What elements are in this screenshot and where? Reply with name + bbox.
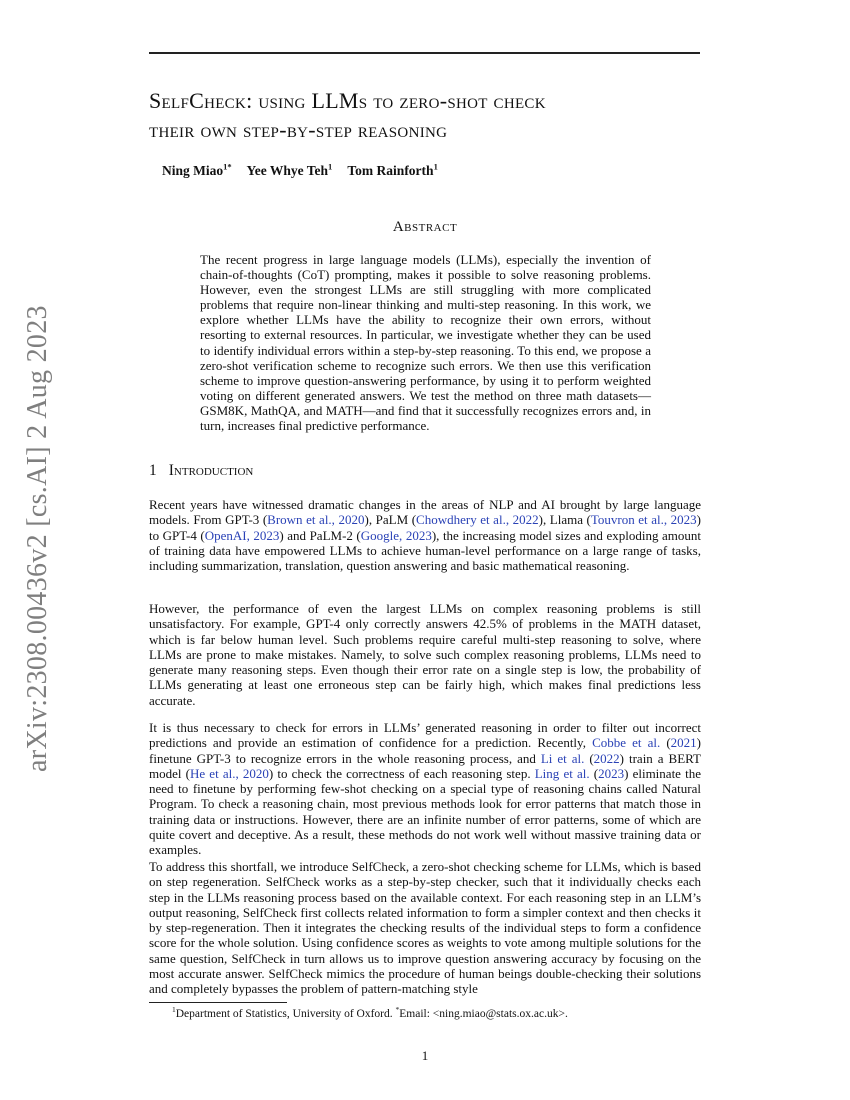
title-line-1: SelfCheck: using LLMs to zero-shot check: [149, 88, 546, 113]
intro-paragraph-4: To address this shortfall, we introduce SelfCheck, a zero-shot checking scheme for LLMs, which is based on step regeneration. SelfCheck works as a step-by-step checker, such that it individually checks each step in the LLMs reasoning process based on the available context. For each reasoning step in an LLM’s output reasoning, SelfCheck first collects related information to form a simpler context and then checks it by step-regeneration. Then it integrates the checking results of the individual steps to form a confidence score for the whole solution. Using confidence scores as weights to vote among multiple solutions for the same question, SelfCheck in turn allows us to improve question answering accuracy by focusing on the most accurate answer. SelfCheck mimics the procedure of human beings double-checking their solutions and completely bypasses the problem of pattern-matching style: [149, 859, 701, 997]
citation-link[interactable]: Chowdhery et al., 2022: [416, 512, 539, 528]
section-number: 1: [149, 462, 157, 479]
author-list: [162, 161, 450, 179]
intro-paragraph-3: It is thus necessary to check for errors in LLMs’ generated reasoning in order to filter out incorrect predictions and provide an estimation of confidence for a prediction. Recently, Cobbe et al. (2021) finetune GPT-3 to recognize errors in the whole reasoning process, and Li et al. (2022) train a BERT model (He et al., 2020) to check the correctness of each reasoning step. Ling et al. (2023) eliminate the need to finetune by performing few-shot checking on a special type of reasoning chains called Natural Program. To check a reasoning chain, most previous methods look for error patterns that match those in training data or instructions. However, there are an infinite number of error patterns, some of which are quite covert and deceptive. As a result, these methods do not work well without massive training data or examples.: [149, 720, 701, 858]
citation-link[interactable]: Ling et al.: [534, 765, 590, 781]
intro-paragraph-1: Recent years have witnessed dramatic changes in the areas of NLP and AI brought by large language models. From GPT-3 (Brown et al., 2020), PaLM (Chowdhery et al., 2022), Llama (Touvron et al., 2023) to GPT-4 (OpenAI, 2023) and PaLM-2 (Google, 2023), the increasing model sizes and exploding amount of training data have empowered LLMs to achieve human-level performance on a large range of tasks, including summarization, translation, question answering and basic mathematical reasoning.: [149, 497, 701, 574]
citation-link[interactable]: Brown et al., 2020: [267, 512, 365, 528]
section-title: Introduction: [168, 462, 254, 479]
author: Yee Whye Teh$^1$: [246, 161, 333, 178]
top-rule: [149, 52, 700, 54]
paper-title: [149, 86, 709, 144]
citation-link[interactable]: 2021: [670, 735, 697, 751]
section-heading-introduction: [149, 462, 253, 480]
author: Ning Miao$^{1*}$: [162, 161, 232, 178]
author: Tom Rainforth$^1$: [347, 161, 438, 178]
page-number: 1: [421, 1048, 429, 1063]
abstract-body: The recent progress in large language models (LLMs), especially the invention of chain-of-thoughts (CoT) prompting, makes it possible to solve reasoning problems. However, even the strongest LLMs are still struggling with more complicated problems that require non-linear thinking and multi-step reasoning. In this work, we explore whether LLMs have the ability to recognize their own errors, without resorting to external resources. In particular, we investigate whether they can be used to identify individual errors within a step-by-step reasoning. To this end, we propose a zero-shot verification scheme to recognize such errors. We then use this verification scheme to improve question-answering performance, by using it to perform weighted voting on different generated answers. We test the method on three math datasets—GSM8K, MathQA, and MATH—and find that it successfully recognizes errors and, in turn, increases final predictive performance.: [200, 252, 651, 434]
citation-link[interactable]: He et al., 2020: [189, 765, 269, 781]
citation-link[interactable]: OpenAI, 2023: [204, 527, 280, 543]
citation-link[interactable]: 2022: [593, 750, 620, 766]
footnote: $^1$Department of Statistics, University of Oxford. *Email: <ning.miao@stats.ox.ac.uk>.: [172, 1005, 568, 1020]
title-line-2: their own step-by-step reasoning: [149, 117, 448, 142]
citation-link[interactable]: Google, 2023: [360, 527, 432, 543]
citation-link[interactable]: Li et al.: [540, 750, 585, 766]
arxiv-identifier: arXiv:2308.00436v2 [cs.AI] 2 Aug 2023: [22, 305, 53, 772]
citation-link[interactable]: 2023: [598, 765, 625, 781]
citation-link[interactable]: Cobbe et al.: [592, 735, 661, 751]
intro-paragraph-2: However, the performance of even the largest LLMs on complex reasoning problems is still unsatisfactory. For example, GPT-4 only correctly answers 42.5% of problems in the MATH dataset, which is far below human level. Such problems require careful multi-step reasoning to solve, where LLMs are prone to make mistakes. Namely, to solve such complex reasoning problems, LLMs need to generate many reasoning steps. Even though their error rate on a single step is low, the probability of LLMs generating at least one erroneous step can be fairly high, which makes final predictions less accurate.: [149, 601, 701, 708]
citation-link[interactable]: Touvron et al., 2023: [590, 512, 697, 528]
abstract-heading: Abstract: [392, 219, 458, 235]
footnote-rule: [149, 1002, 287, 1003]
